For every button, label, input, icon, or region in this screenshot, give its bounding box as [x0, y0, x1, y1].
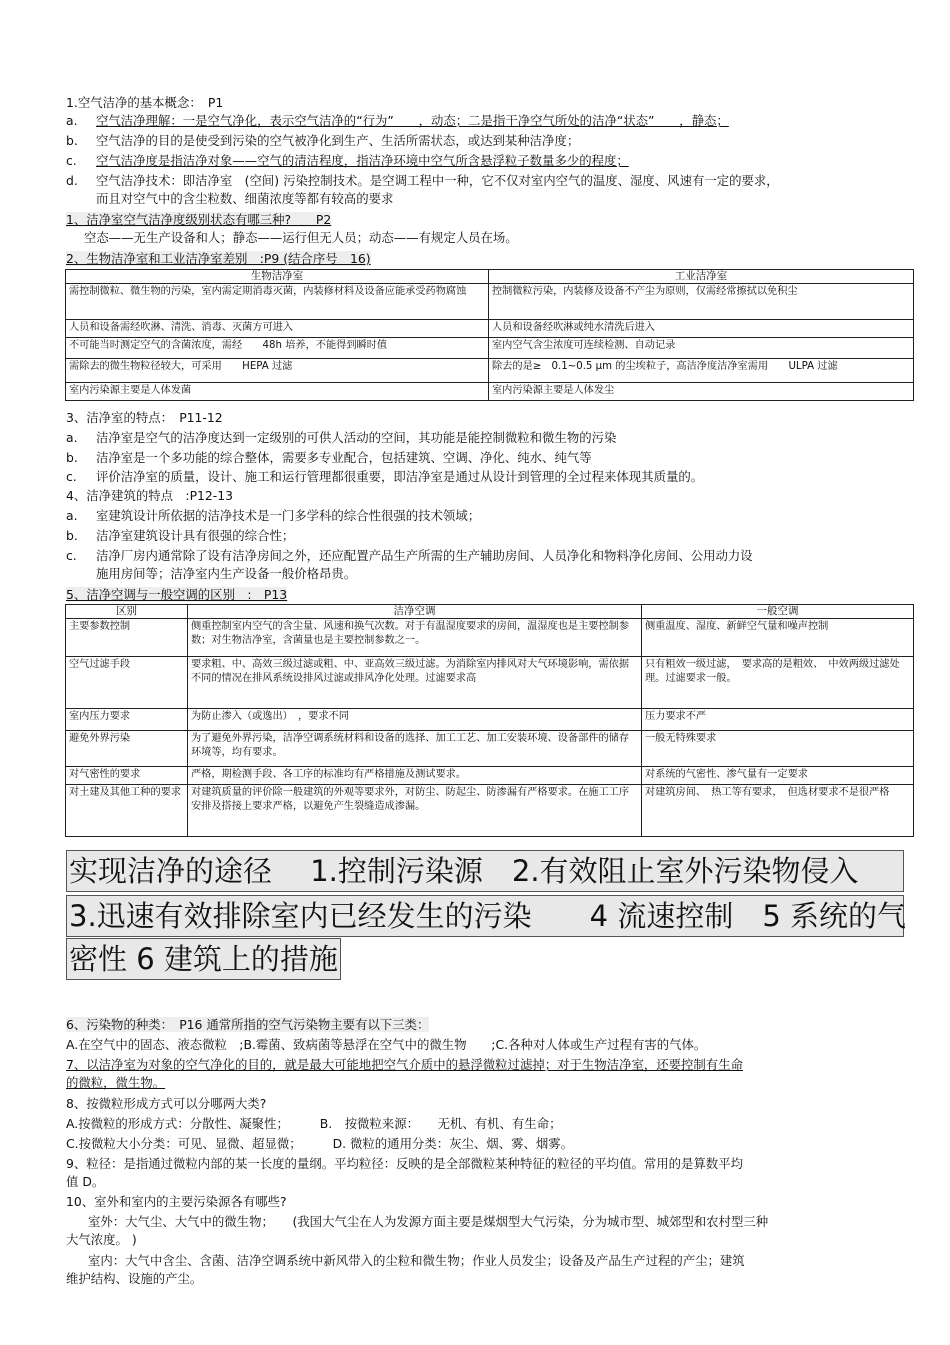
- q7-cont-text: 的微粒，微生物。: [66, 1075, 166, 1090]
- q1-title-text: 1、洁净室空气洁净度级别状态有哪三种? P2: [66, 212, 332, 227]
- table-cell: 对系统的气密性、渗气量有一定要求: [642, 767, 914, 785]
- table-header-row: [66, 605, 914, 619]
- q6-title: [66, 1017, 429, 1033]
- table-cell: 室内空气含尘浓度可连续检测、自动记录: [489, 338, 914, 359]
- table-row: [66, 359, 914, 383]
- table-cell: 对建筑房间、 热工等有要求， 但选材要求不是很严格: [642, 785, 914, 837]
- item-1b: [66, 133, 579, 149]
- section-1-title: 1.空气洁净的基本概念： P1: [66, 95, 224, 110]
- item-4c: [66, 548, 753, 564]
- table-cell: 对建筑质量的评价除一般建筑的外观等要求外，对防尘、防起尘、防渗漏有严格要求。在施工工序安排及搭接上要求严格，以避免产生裂缝造成渗漏。: [188, 785, 642, 837]
- item-1c: [66, 153, 629, 169]
- table-cell: 室内压力要求: [66, 709, 188, 731]
- table-bio-vs-industrial: [65, 269, 914, 401]
- table-cell: 主要参数控制: [66, 619, 188, 657]
- table-cell: 室内污染源主要是人体发菌: [66, 383, 489, 401]
- q2-title-text: 2、生物洁净室和工业洁净室差别 :P9 (结合序号 16): [66, 251, 371, 266]
- item-3b-text: 洁净室是一个多功能的综合整体，需要多专业配合，包括建筑、空调、净化、纯水、纯气等: [96, 450, 592, 465]
- item-4a-text: 室建筑设计所依据的洁净技术是一门多学科的综合性很强的技术领域；: [96, 508, 481, 523]
- table-cell: 空气过滤手段: [66, 657, 188, 709]
- marker-c: c.: [66, 469, 77, 484]
- item-1b-text: 空气洁净的目的是使受到污染的空气被净化到生产、生活所需状态，或达到某种洁净度；: [96, 133, 580, 148]
- q1-answer: 空态——无生产设备和人；静态——运行但无人员；动态——有规定人员在场。: [84, 230, 518, 245]
- table-header-row: [66, 270, 914, 284]
- item-4a: [66, 508, 480, 524]
- table-cell: 不可能当时测定空气的含菌浓度，需经 48h 培养，不能得到瞬时值: [66, 338, 489, 359]
- marker-b: b.: [66, 450, 78, 465]
- table-row: [66, 767, 914, 785]
- table-row: [66, 338, 914, 359]
- item-4b: [66, 528, 294, 544]
- item-4b-text: 洁净室建筑设计具有很强的综合性；: [96, 528, 295, 543]
- table-cell: 一般无特殊要求: [642, 731, 914, 767]
- q10-title: 10、室外和室内的主要污染源各有哪些?: [66, 1194, 287, 1209]
- table-cell: 需除去的微生物粒径较大，可采用 HEPA 过滤: [66, 359, 489, 383]
- table-cell: 避免外界污染: [66, 731, 188, 767]
- q10-indoor: [66, 1253, 745, 1269]
- q10-outdoor-text: 室外：大气尘、大气中的微生物； (我国大气尘在人为发源方面主要是煤烟型大气污染，分为城市型、城郊型和农村型三种: [88, 1214, 769, 1229]
- marker-a: a.: [66, 508, 78, 523]
- marker-b: b.: [66, 528, 78, 543]
- table-cell: 控制微粒污染，内装修及设备不产尘为原则，仅需经常擦拭以免积尘: [489, 284, 914, 320]
- section-4-title: 4、洁净建筑的特点 :P12-13: [66, 488, 234, 503]
- item-1d-text: 空气洁净技术：即洁净室 (空间) 污染控制技术。是空调工程中一种，它不仅对室内空气的温度、湿度、风速有一定的要求，: [96, 173, 779, 188]
- item-1d: [66, 173, 779, 189]
- table-row: [66, 785, 914, 837]
- q10-outdoor: [66, 1214, 768, 1230]
- table-cell: 严格，期检测手段、各工序的标准均有严格措施及测试要求。: [188, 767, 642, 785]
- table-row: [66, 619, 914, 657]
- item-3a-text: 洁净室是空气的洁净度达到一定级别的可供人活动的空间，其功能是能控制微粒和微生物的污染: [96, 430, 617, 445]
- marker-d: d.: [66, 173, 78, 188]
- q10-indoor-cont: 维护结构、设施的产尘。: [66, 1271, 203, 1286]
- table-cell: 侧重温度、湿度、新鲜空气量和噪声控制: [642, 619, 914, 657]
- marker-c: c.: [66, 548, 77, 563]
- q9-cont: 值 D。: [66, 1174, 105, 1189]
- q7-text: [66, 1057, 743, 1073]
- section-5-title-text: 5、洁净空调与一般空调的区别 : P13: [66, 587, 288, 602]
- table-cell: 只有粗效一级过滤， 要求高的是粗效、 中效两级过滤处理。过滤要求一般。: [642, 657, 914, 709]
- q7-text-line: 7、以洁净室为对象的空气净化的目的，就是最大可能地把空气介质中的悬浮微粒过滤掉；对于生物洁净室，还要控制有生命: [66, 1057, 743, 1072]
- table-cell: 人员和设备经吹淋或纯水清洗后进入: [489, 320, 914, 338]
- item-1a: [66, 113, 729, 129]
- table-row: [66, 709, 914, 731]
- q6-answer: A.在空气中的固态、液态微粒 ;B.霉菌、致病菌等悬浮在空气中的微生物 ;C.各种对人体或生产过程有害的气体。: [66, 1037, 707, 1052]
- table-cell: 对土建及其他工种的要求: [66, 785, 188, 837]
- table-clean-vs-general-ac: [65, 604, 914, 837]
- section-5-title: [66, 587, 287, 603]
- header-bio: 生物洁净室: [66, 270, 489, 284]
- table-row: [66, 731, 914, 767]
- q9-text: 9、粒径：是指通过微粒内部的某一长度的量纲。平均粒径：反映的是全部微粒某种特征的粒径的平均值。常用的是算数平均: [66, 1156, 743, 1171]
- marker-a: a.: [66, 113, 78, 128]
- q2-title: [66, 251, 371, 267]
- table-row: [66, 320, 914, 338]
- table-cell: 要求粗、中、高效三级过滤或粗、中、亚高效三级过滤。为消除室内排风对大气环境影响，需依据不同的情况在排风系统设排风过滤或排风净化处理。过滤要求高: [188, 657, 642, 709]
- big-text-line-3: 密性 6 建筑上的措施: [66, 938, 341, 980]
- table-cell: 侧重控制室内空气的含尘量、风速和换气次数。对于有温湿度要求的房间，温湿度也是主要控制参数；对生物洁净室，含菌量也是主要控制参数之一。: [188, 619, 642, 657]
- marker-b: b.: [66, 133, 78, 148]
- table-cell: 压力要求不严: [642, 709, 914, 731]
- table-cell: 除去的是≥ 0.1~0.5 μm 的尘埃粒子，高洁净度洁净室需用 ULPA 过滤: [489, 359, 914, 383]
- item-1a-text: 空气洁净理解：一是空气净化，表示空气洁净的“行为” ，动态；二是指干净空气所处的洁净“状态” ，静态；: [96, 113, 729, 128]
- q8-answer-ab: A.按微粒的形成方式：分散性、凝聚性； B. 按微粒来源： 无机、有机、有生命；: [66, 1116, 562, 1131]
- table-cell: 对气密性的要求: [66, 767, 188, 785]
- table-cell: 为防止渗入（或逸出） ，要求不同: [188, 709, 642, 731]
- table-cell: 为了避免外界污染，洁净空调系统材料和设备的选择、加工工艺、加工安装环境、设备部件的储存环境等，均有要求。: [188, 731, 642, 767]
- item-4c-text: 洁净厂房内通常除了设有洁净房间之外，还应配置产品生产所需的生产辅助房间、人员净化和物料净化房间、公用动力设: [96, 548, 753, 563]
- marker-a: a.: [66, 430, 78, 445]
- item-3c-text: 评价洁净室的质量，设计、施工和运行管理都很重要，即洁净室是通过从设计到管理的全过程来体现其质量的。: [96, 469, 704, 484]
- q8-title: 8、按微粒形成方式可以分哪两大类?: [66, 1096, 267, 1111]
- item-3c: [66, 469, 703, 485]
- table-cell: 需控制微粒、微生物的污染，室内需定期消毒灭菌，内装修材料及设备应能承受药物腐蚀: [66, 284, 489, 320]
- q1-title: [66, 212, 331, 228]
- q8-answer-cd: C.按微粒大小分类：可见、显微、超显微； D. 微粒的通用分类：灰尘、烟、雾、烟雾。: [66, 1136, 574, 1151]
- table-row: [66, 284, 914, 320]
- table-cell: 人员和设备需经吹淋、清洗、消毒、灭菌方可进入: [66, 320, 489, 338]
- item-1c-text: 空气洁净度是指洁净对象——空气的清洁程度，指洁净环境中空气所含悬浮粒子数量多少的程度；: [96, 153, 629, 168]
- table-cell: 室内污染源主要是人体发尘: [489, 383, 914, 401]
- table-row: [66, 383, 914, 401]
- q10-outdoor-cont: 大气浓度。 ): [66, 1232, 137, 1247]
- item-1d-cont: 而且对空气中的含尘粒数、细菌浓度等都有较高的要求: [96, 191, 394, 206]
- big-text-line-1: 实现洁净的途径 1.控制污染源 2.有效阻止室外污染物侵入: [66, 850, 904, 892]
- q6-title-text: 6、污染物的种类： P16 通常所指的空气污染物主要有以下三类：: [66, 1017, 430, 1032]
- item-3a: [66, 430, 616, 446]
- item-3b: [66, 450, 592, 466]
- section-3-title: 3、洁净室的特点： P11-12: [66, 410, 223, 425]
- table-row: [66, 657, 914, 709]
- marker-c: c.: [66, 153, 77, 168]
- header-clean-ac: 洁净空调: [188, 605, 642, 619]
- header-industrial: 工业洁净室: [489, 270, 914, 284]
- q7-cont: [66, 1075, 165, 1091]
- q10-indoor-text: 室内：大气中含尘、含菌、洁净空调系统中新风带入的尘粒和微生物；作业人员发尘；设备及产品生产过程的产尘；建筑: [88, 1253, 745, 1268]
- header-general-ac: 一般空调: [642, 605, 914, 619]
- big-text-line-2: 3.迅速有效排除室内已经发生的污染 4 流速控制 5 系统的气: [66, 895, 904, 937]
- header-difference: 区别: [66, 605, 188, 619]
- item-4c-cont: 施用房间等；洁净室内生产设备一般价格昂贵。: [96, 566, 357, 581]
